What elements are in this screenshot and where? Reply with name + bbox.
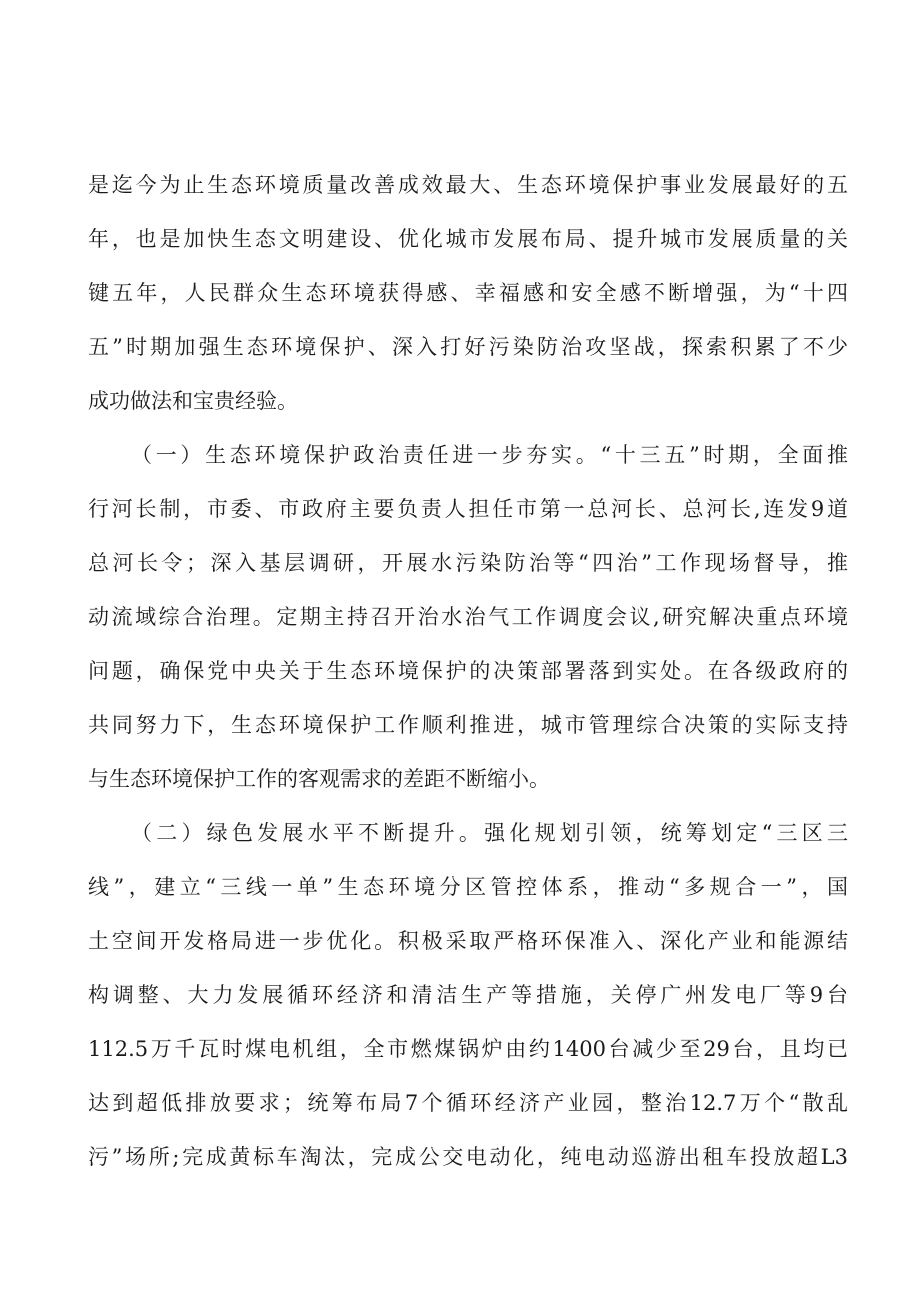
text-line: 问题，确保党中央关于生态环境保护的决策部署落到实处。在各级政府的	[88, 659, 848, 683]
paragraph-heading-line: （二）绿色发展水平不断提升。强化规划引领，统筹划定“三区三	[131, 821, 848, 845]
text-line: 线”，建立“三线一单”生态环境分区管控体系，推动“多规合一”，国	[88, 875, 848, 899]
text-line: 污”场所;完成黄标车淘汰，完成公交电动化，纯电动巡游出租车投放超L3	[88, 1145, 848, 1169]
text-line: 键五年，人民群众生态环境获得感、幸福感和安全感不断增强，为“十四	[88, 281, 848, 305]
text-line: 达到超低排放要求；统筹布局7个循环经济产业园，整治12.7万个“散乱	[88, 1091, 848, 1115]
text-line: 是迄今为止生态环境质量改善成效最大、生态环境保护事业发展最好的五	[88, 173, 848, 197]
paragraph-heading-line: （一）生态环境保护政治责任进一步夯实。“十三五”时期，全面推	[131, 443, 848, 467]
text-line: 构调整、大力发展循环经济和清洁生产等措施，关停广州发电厂等9台	[88, 983, 848, 1007]
text-line: 成功做法和宝贵经验。	[88, 389, 298, 413]
text-line: 土空间开发格局进一步优化。积极采取严格环保准入、深化产业和能源结	[88, 929, 848, 953]
text-line: 五”时期加强生态环境保护、深入打好污染防治攻坚战，探索积累了不少	[88, 335, 848, 359]
text-line: 行河长制，市委、市政府主要负责人担任市第一总河长、总河长,连发9道	[88, 497, 848, 521]
text-line: 年，也是加快生态文明建设、优化城市发展布局、提升城市发展质量的关	[88, 227, 848, 251]
text-line: 与生态环境保护工作的客观需求的差距不断缩小。	[88, 767, 550, 791]
text-line: 总河长令；深入基层调研，开展水污染防治等“四治”工作现场督导，推	[88, 551, 848, 575]
text-line: 动流域综合治理。定期主持召开治水治气工作调度会议,研究解决重点环境	[88, 605, 848, 629]
text-line: 112.5万千瓦时煤电机组，全市燃煤锅炉由约1400台减少至29台，且均已	[88, 1037, 848, 1061]
text-line: 共同努力下，生态环境保护工作顺利推进，城市管理综合决策的实际支持	[88, 713, 848, 737]
